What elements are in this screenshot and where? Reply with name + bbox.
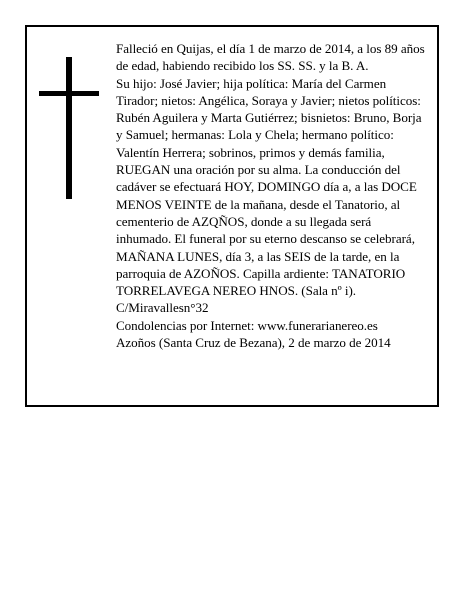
cross-vertical-bar xyxy=(66,57,72,199)
place-and-date: Azoños (Santa Cruz de Bezana), 2 de marzo de 2014 xyxy=(116,335,391,351)
family-list: Su hijo: José Javier; hija política: María del Carmen Tirador; nietos: Angélica, Soraya y Javier; nietos políticos: Rubén Aguilera y Marta Gutiérrez; bisnietos: Bruno, Borja y Samuel; hermanas: Lola y Chela; hermano político: Valentín Herrera; sobrinos, primos y demás familia, xyxy=(116,75,422,160)
cross-horizontal-bar xyxy=(39,91,99,96)
obituary-notice xyxy=(25,25,439,407)
funeral-details: RUEGAN una oración por su alma. La conducción del cadáver se efectuará HOY, DOMINGO día a, a las DOCE MENOS VEINTE de la mañana, desde el Tanatorio, al cementerio de AZQÑOS, donde a su llegada será inhumado. El funeral por su eterno descanso se celebrará, MAÑANA LUNES, día 3, a las SEIS de la tarde, en la parroquia de AZOÑOS. Capilla ardiente: TANATORIO TORRELAVEGA NEREO HNOS. (Sala nº i). C/Miravallesn°32 xyxy=(116,162,417,316)
condolences-line: Condolencias por Internet: www.funerarianereo.es xyxy=(116,317,378,333)
cross-icon xyxy=(39,57,99,199)
notice-body xyxy=(116,40,428,351)
death-announcement: Falleció en Quijas, el día 1 de marzo de 2014, a los 89 años de edad, habiendo recibido los SS. SS. y la B. A. xyxy=(116,41,425,74)
